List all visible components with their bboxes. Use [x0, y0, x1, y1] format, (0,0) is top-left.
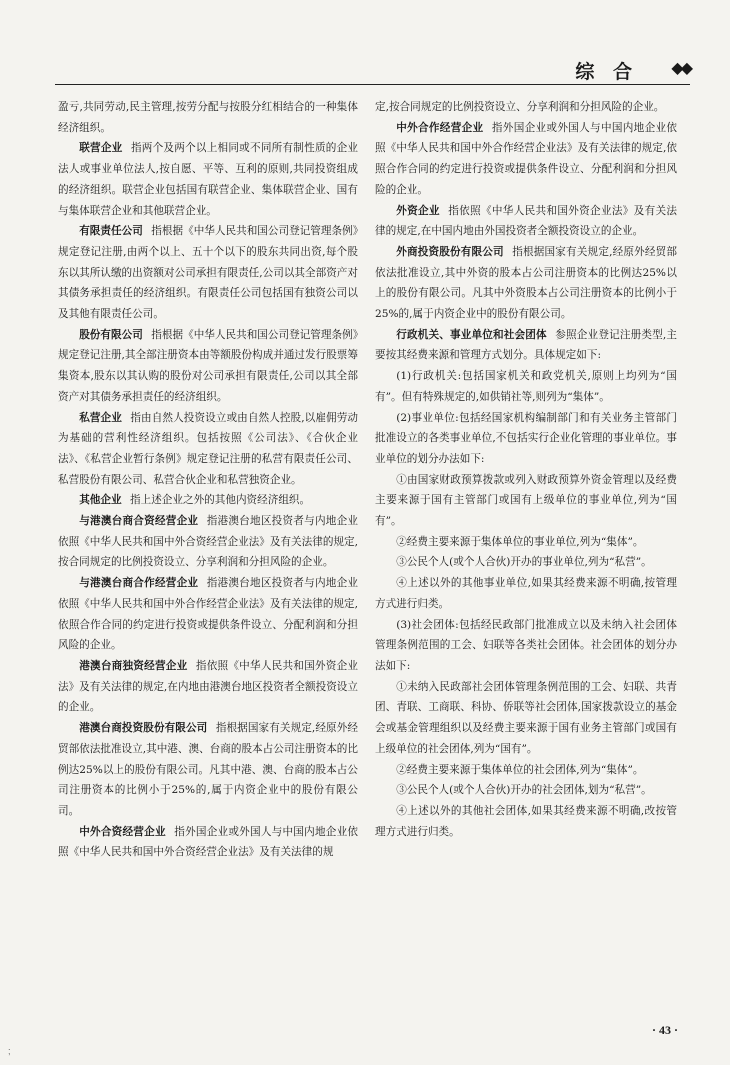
paragraph: [375, 677, 677, 760]
paragraph-text: 参照企业登记注册类型,主要按其经费来源和管理方式划分。具体规定如下:: [375, 328, 677, 362]
paragraph-text: ③公民个人(或个人合伙)开办的社会团体,划为“私营”。: [396, 784, 652, 797]
paragraph: [375, 242, 677, 325]
paragraph: [375, 366, 677, 407]
left-column: [58, 97, 358, 863]
paragraph-text: 指外国企业或外国人与中国内地企业依照《中华人民共和国中外合作经营企业法》及有关法律的规定,依照合作合同的约定进行投资或提供条件设立、分配利润和分担风险的企业。: [375, 121, 677, 196]
paragraph: [375, 801, 677, 842]
term-heading: 港澳台商独资经营企业: [79, 659, 188, 672]
term-heading: 中外合资经营企业: [79, 825, 166, 838]
paragraph: [58, 511, 358, 573]
paragraph-text: ②经费主要来源于集体单位的社会团体,列为“集体”。: [396, 763, 644, 776]
paragraph: [58, 573, 358, 656]
paragraph-text: 指依照《中华人民共和国外资企业法》及有关法律的规定,在中国内地由外国投资者全额投资设立的企业。: [375, 204, 677, 238]
paragraph: [375, 532, 677, 553]
paragraph-text: 指港澳台地区投资者与内地企业依照《中华人民共和国中外合资经营企业法》及有关法律的规定,按合同规定的比例投资设立、分享利润和分担风险的企业。: [58, 515, 359, 569]
margin-mark: ;: [8, 1046, 11, 1056]
paragraph: [58, 408, 358, 491]
paragraph-text: 指两个及两个以上相同或不同所有制性质的企业法人或事业单位法人,按自愿、平等、互利的原则,共同投资组成的经济组织。联营企业包括国有联营企业、集体联营企业、国有与集体联营企业和其他联营企业。: [58, 142, 359, 217]
term-heading: 私营企业: [79, 411, 122, 424]
header-rule: [55, 84, 690, 85]
paragraph: [375, 97, 677, 118]
paragraph: [375, 615, 677, 677]
paragraph: [375, 118, 677, 201]
paragraph-text: 指依照《中华人民共和国外资企业法》及有关法律的规定,在内地由港澳台地区投资者全额投资设立的企业。: [58, 659, 359, 714]
paragraph-text: ①由国家财政预算拨款或列入财政预算外资金管理以及经费主要来源于国有主管部门或国有上级单位的事业单位,列为“国有”。: [375, 473, 677, 528]
right-column: [375, 97, 677, 842]
paragraph-text: 指根据国家有关规定,经原外经贸部依法批准设立,其中港、澳、台商的股本占公司注册资本的比例达25%以上的股份有限公司。凡其中港、澳、台商的股本占公司注册资本的比例小于25%的,属于内资企业中的股份有限公司。: [58, 722, 359, 817]
diamond-ornament-icon: ◆◆: [671, 58, 690, 77]
paragraph-text: 指由自然人投资设立或由自然人控股,以雇佣劳动为基础的营利性经济组织。包括按照《公司法》、《合伙企业法》、《私营企业暂行条例》规定登记注册的私营有限责任公司、私营股份有限公司、私营合伙企业和私营独资企业。: [58, 411, 358, 486]
term-heading: 联营企业: [79, 142, 123, 155]
paragraph: [58, 718, 358, 822]
paragraph-text: (3)社会团体:包括经民政部门批准成立以及未纳入社会团体管理条例范围的工会、妇联等各类社会团体。社会团体的划分办法如下:: [375, 618, 677, 672]
term-heading: 中外合作经营企业: [396, 121, 484, 134]
section-label: 综 合: [575, 61, 638, 83]
term-heading: 与港澳台商合作经营企业: [79, 577, 199, 590]
paragraph: [375, 780, 677, 801]
paragraph: [58, 490, 358, 511]
page-number: · 43 ·: [652, 1023, 679, 1037]
paragraph-text: ①未纳入民政部社会团体管理条例范围的工会、妇联、共青团、青联、工商联、科协、侨联等社会团体,国家拨款设立的基金会或基金管理组织以及经费主要来源于国有业务主管部门或国有上级单位的社会团体,列为“国有”。: [375, 680, 677, 755]
paragraph: [58, 822, 358, 863]
paragraph: [375, 760, 677, 781]
paragraph: [375, 325, 677, 366]
paragraph-text: 指上述企业之外的其他内资经济组织。: [130, 494, 311, 507]
term-heading: 港澳台商投资股份有限公司: [79, 722, 208, 735]
paragraph-text: ④上述以外的其他事业单位,如果其经费来源不明确,按管理方式进行归类。: [375, 577, 677, 610]
paragraph-text: 指外国企业或外国人与中国内地企业依照《中华人民共和国中外合资经营企业法》及有关法律的规: [58, 825, 359, 859]
term-heading: 股份有限公司: [79, 328, 143, 341]
paragraph-text: (1)行政机关:包括国家机关和政党机关,原则上均列为“国有”。但有特殊规定的,如供销社等,则列为“集体”。: [375, 370, 677, 403]
paragraph: [58, 325, 358, 408]
term-heading: 有限责任公司: [79, 225, 143, 238]
paragraph: [58, 656, 358, 718]
term-heading: 外商投资股份有限公司: [396, 245, 504, 258]
paragraph-text: 指根据国家有关规定,经原外经贸部依法批准设立,其中外资的股本占公司注册资本的比例达25%以上的股份有限公司。凡其中外资股本占公司注册资本的比例小于25%的,属于内资企业中的股份有限公司。: [375, 245, 677, 321]
paragraph-text: ③公民个人(或个人合伙)开办的事业单位,列为“私营”。: [396, 556, 652, 569]
paragraph: [375, 408, 677, 470]
paragraph: [375, 201, 677, 242]
paragraph-text: 指根据《中华人民共和国公司登记管理条例》规定登记注册,其全部注册资本由等额股份构成并通过发行股票筹集资本,股东以其认购的股份对公司承担有限责任,公司以其全部资产对其债务承担责任的经济组织。: [58, 328, 359, 403]
paragraph-text: ②经费主要来源于集体单位的事业单位,列为“集体”。: [396, 535, 644, 548]
paragraph: [58, 221, 358, 325]
paragraph-text: 指根据《中华人民共和国公司登记管理条例》规定登记注册,由两个以上、五十个以下的股东共同出资,每个股东以其所认缴的出资额对公司承担有限责任,公司以其全部资产对其债务承担责任的经济组织。有限责任公司包括国有独资公司以及其他有限责任公司。: [58, 225, 359, 321]
term-heading: 其他企业: [79, 494, 122, 507]
paragraph-text: ④上述以外的其他社会团体,如果其经费来源不明确,改按管理方式进行归类。: [375, 804, 677, 838]
paragraph-text: 定,按合同规定的比例投资设立、分享利润和分担风险的企业。: [375, 101, 665, 113]
paragraph-text: 指港澳台地区投资者与内地企业依照《中华人民共和国中外合作经营企业法》及有关法律的规定,依照合作合同的约定进行投资或提供条件设立、分配利润和分担风险的企业。: [58, 577, 359, 652]
paragraph: [375, 470, 677, 532]
paragraph: [58, 97, 358, 138]
paragraph-text: (2)事业单位:包括经国家机构编制部门和有关业务主管部门批准设立的各类事业单位,不包括实行企业化管理的事业单位。事业单位的划分办法如下:: [375, 411, 677, 465]
term-heading: 与港澳台商合资经营企业: [79, 515, 199, 528]
term-heading: 行政机关、事业单位和社会团体: [396, 328, 547, 341]
running-header: [0, 50, 730, 86]
term-heading: 外资企业: [396, 204, 440, 217]
paragraph: [375, 552, 677, 573]
paragraph: [58, 138, 358, 221]
paragraph: [375, 573, 677, 614]
paragraph-text: 盈亏,共同劳动,民主管理,按劳分配与按股分红相结合的一种集体经济组织。: [58, 101, 358, 134]
